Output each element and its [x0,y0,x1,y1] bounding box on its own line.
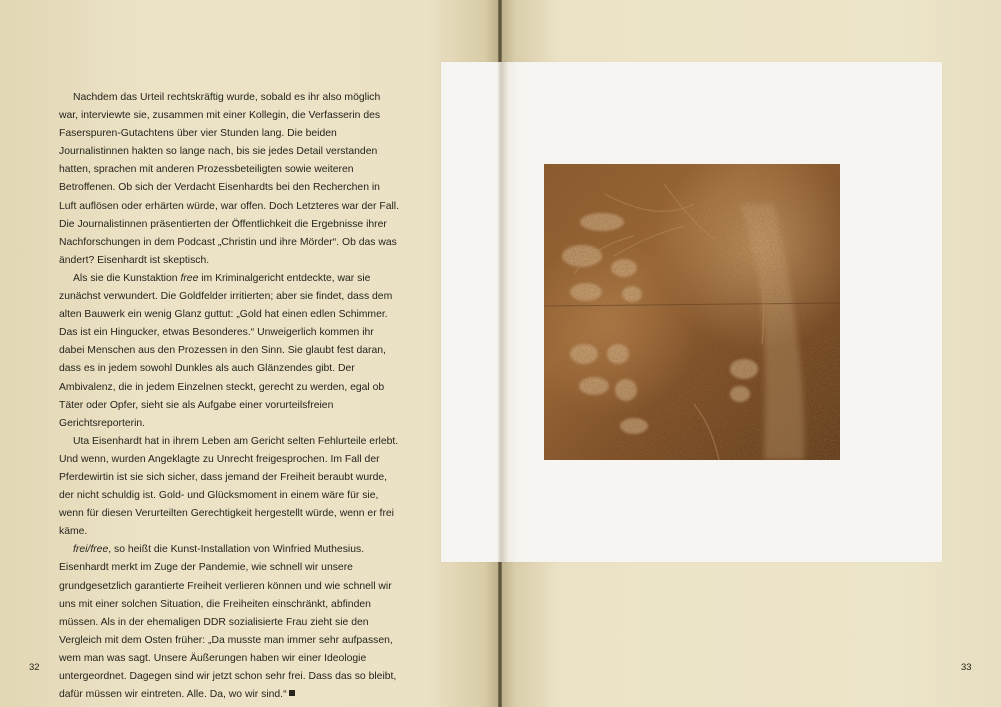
article-body-text [59,89,399,704]
paragraph [59,89,399,270]
artwork-photo [544,164,840,460]
paragraph [59,270,399,433]
end-of-article-mark [289,690,295,696]
italic-text: frei/free [73,544,109,556]
paragraph-text: Uta Eisenhardt hat in ihrem Leben am Gericht selten Fehlurteile erlebt. Und wenn, wurden Angeklagte zu Unrecht freigesprochen. Im Fall der Pferdewirtin ist sie sich sicher, dass jemand der Freiheit beraubt wurde, der nicht schuldig ist. Gold- und Glücksmoment in einem wäre für sie, wenn für diesen Verurteilten Gerechtigkeit hergestellt würde, wenn er frei käme. [59,435,399,538]
paragraph [59,541,399,704]
page-number-left: 32 [29,662,40,673]
paragraph-text: Als sie die Kunstaktion [73,272,181,284]
page-number-right: 33 [961,662,972,673]
paragraph-text: , so heißt die Kunst-Installation von Winfried Muthesius. Eisenhardt merkt im Zuge der Pandemie, wie schnell wir unsere grundgesetzlich garantierte Freiheit verlieren können und wie schnell wir uns mit einer solchen Situation, die Freiheiten einschränkt, abfinden müssen. Als in der ehemaligen DDR sozialisierte Frau zieht sie den Vergleich mit dem Osten früher: „Da musste man immer sehr aufpassen, wem man was sagt. Unsere Äußerungen haben wir einer Ideologie untergeordnet. Dagegen sind wir jetzt schon sehr frei. Dass das so bleibt, dafür müssen wir eintreten. Alle. Da, wo wir sind.“ [59,544,397,701]
paragraph-text: im Kriminalgericht entdeckte, war sie zunächst verwundert. Die Goldfelder irritierten; aber sie findet, dass dem alten Bauwerk ein wenig Glanz guttut: „Gold hat einen edlen Schimmer. Das ist ein Hingucker, etwas Besonderes.“ Unweigerlich kommen ihr dabei Menschen aus den Prozessen in den Sinn. Sie glaubt fest daran, dass es in jedem sowohl Dunkles als auch Glänzendes gibt. Der Ambivalenz, die in jedem Einzelnen steckt, gerecht zu werden, egal ob Täter oder Opfer, sieht sie als Aufgabe einer vorurteilsfreien Gerichtsreporterin. [59,272,393,429]
paragraph-text: Nachdem das Urteil rechtskräftig wurde, sobald es ihr also möglich war, interviewte sie, zusammen mit einer Kollegin, die Verfasserin des Faserspuren-Gutachtens über vier Stunden lang. Die beiden Journalistinnen hakten so lange nach, bis sie jedes Detail verstanden hatten, sprachen mit anderen Prozessbeteiligten sowie weiteren Betroffenen. Ob sich der Verdacht Eisenhardts bei den Recherchen in Luft auflösen oder erhärten würde, war offen. Doch Letzteres war der Fall. Die Journalistinnen präsentierten der Öffentlichkeit die Ergebnisse ihrer Nachforschungen in dem Podcast „Christin und ihre Mörder“. Ob das was ändert? Eisenhardt ist skeptisch. [59,92,399,266]
left-page [0,0,500,707]
paragraph [59,433,399,542]
italic-text: free [180,272,199,284]
